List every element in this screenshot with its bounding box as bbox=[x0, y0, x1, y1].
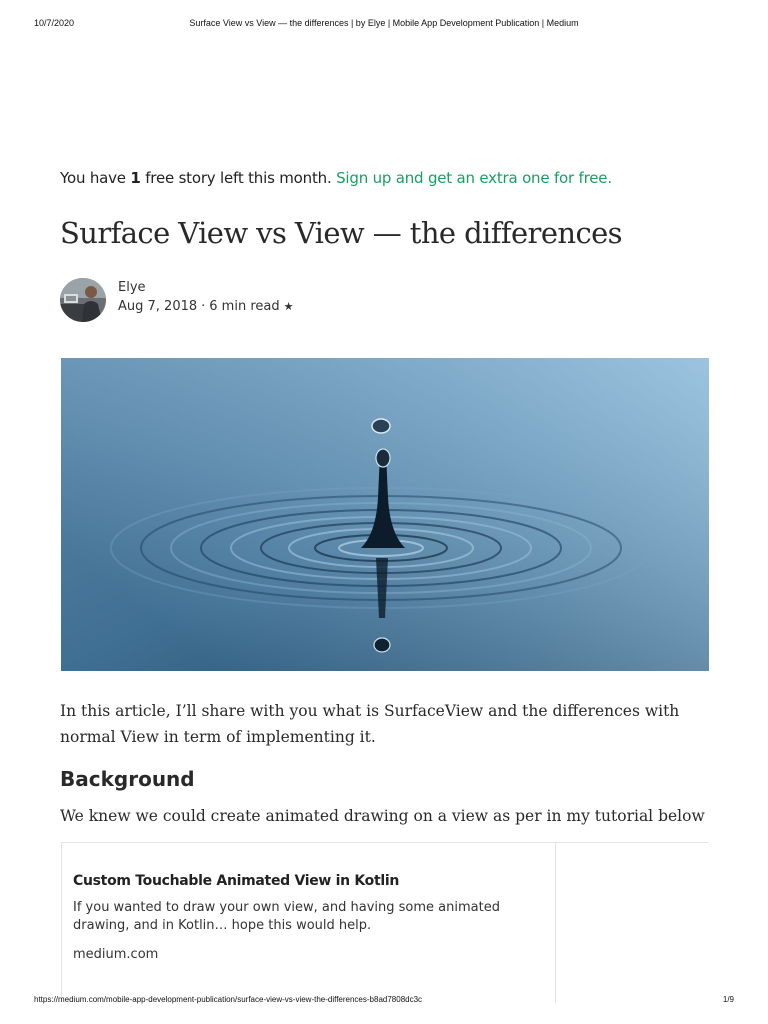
embed-thumbnail bbox=[555, 843, 709, 1003]
metered-count: 1 bbox=[130, 169, 141, 187]
article-title: Surface View vs View — the differences bbox=[60, 216, 622, 250]
link-preview-card[interactable] bbox=[61, 842, 708, 1002]
metered-suffix: free story left this month. bbox=[140, 169, 337, 187]
print-url: https://medium.com/mobile-app-development-publication/surface-view-vs-view-the-differences-b8ad7808dc3c bbox=[34, 995, 423, 1004]
section-heading-background: Background bbox=[60, 767, 195, 791]
embed-description: If you wanted to draw your own view, and having some animated drawing, and in Kotlin… hope this would help. bbox=[73, 900, 500, 933]
meta-separator: · bbox=[201, 299, 206, 314]
print-date: 10/7/2020 bbox=[34, 18, 75, 28]
print-header bbox=[0, 18, 768, 32]
metered-paywall-notice bbox=[60, 169, 612, 187]
print-page-number: 1/9 bbox=[722, 995, 734, 1004]
publish-date: Aug 7, 2018 bbox=[118, 299, 198, 314]
hero-image-water-drop bbox=[61, 358, 709, 671]
metered-prefix: You have bbox=[60, 169, 131, 187]
author-name[interactable]: Elye bbox=[118, 280, 146, 295]
embed-title: Custom Touchable Animated View in Kotlin bbox=[73, 873, 400, 889]
background-paragraph: We knew we could create animated drawing on a view as per in my tutorial below bbox=[60, 807, 705, 825]
print-title: Surface View vs View — the differences | by Elye | Mobile App Development Publication | Medium bbox=[189, 18, 579, 28]
avatar[interactable] bbox=[60, 278, 106, 322]
article-intro-paragraph: In this article, I’ll share with you what is SurfaceView and the differences with normal View in term of implementing it. bbox=[60, 702, 680, 746]
read-time: 6 min read bbox=[209, 299, 280, 314]
signup-link[interactable]: Sign up and get an extra one for free. bbox=[336, 169, 612, 187]
embed-domain: medium.com bbox=[73, 947, 159, 962]
print-footer bbox=[0, 995, 768, 1009]
article-meta bbox=[118, 299, 293, 314]
star-icon: ★ bbox=[283, 300, 294, 313]
